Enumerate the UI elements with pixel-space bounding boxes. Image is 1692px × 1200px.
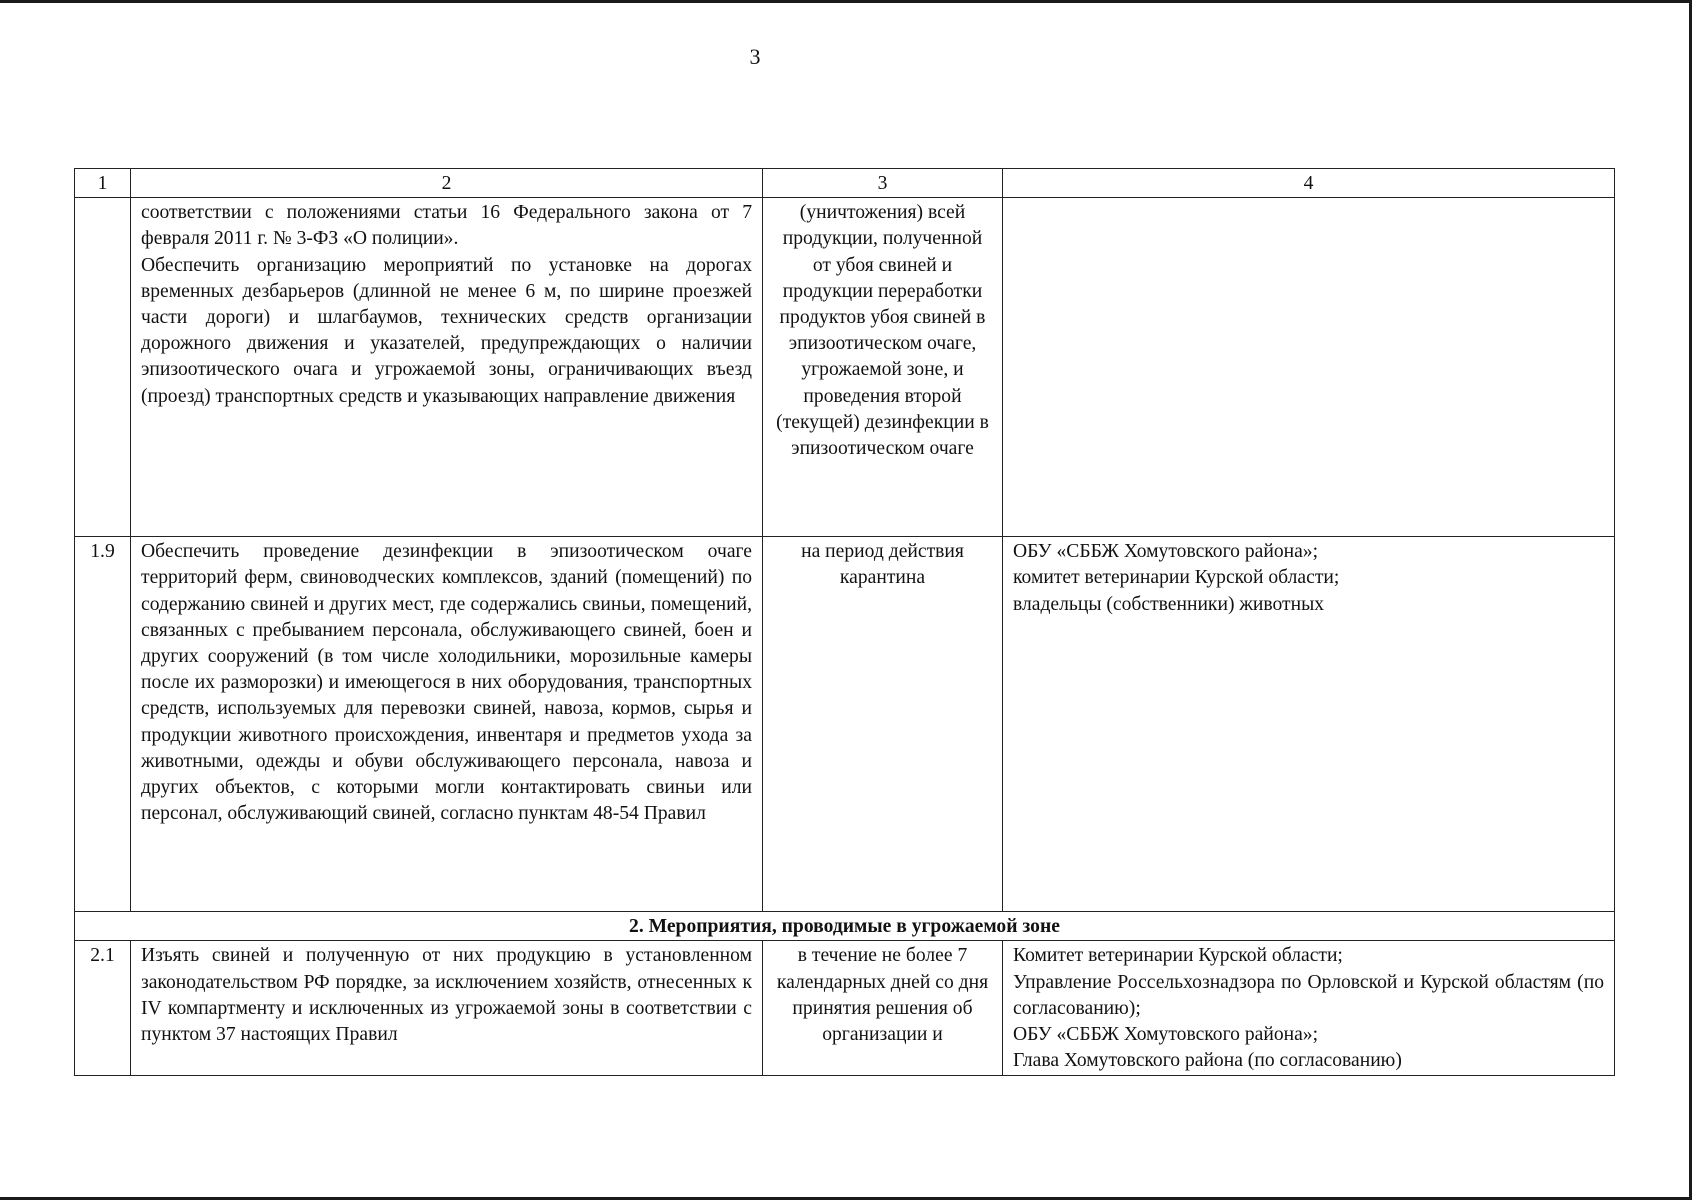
header-cell-2: 2 (131, 169, 763, 198)
header-cell-3: 3 (763, 169, 1003, 198)
executor-line: ОБУ «СББЖ Хомутовского района»; (1013, 541, 1319, 563)
page-number: 3 (749, 44, 761, 69)
executor-line: ОБУ «СББЖ Хомутовского района»; (1013, 1024, 1319, 1046)
executors-cell (1003, 941, 1615, 1076)
row-number (75, 198, 131, 537)
row-number: 1.9 (75, 537, 131, 912)
table-row (75, 537, 1615, 912)
executors-cell (1003, 537, 1615, 912)
measure-cell (131, 537, 763, 912)
table-header-row (75, 169, 1615, 198)
term-cell: в течение не более 7 календарных дней со дня принятия решения об организации и (763, 941, 1003, 1076)
scan-border-top (0, 0, 1692, 3)
executor-line: комитет ветеринарии Курской области; (1013, 567, 1340, 589)
term-cell: на период действия карантина (763, 537, 1003, 912)
executor-line: Глава Хомутовского района (по согласованию) (1013, 1050, 1402, 1072)
measure-cell: Изъять свиней и полученную от них продукцию в установленном законодательством РФ порядке, за исключением хозяйств, отнесенных к IV компартменту и исключенных из угрожаемой зоны в соответствии с пунктом 37 настоящих Правил (131, 941, 763, 1076)
executor-line: владельцы (собственники) животных (1013, 593, 1325, 615)
table-row (75, 198, 1615, 537)
section-row (75, 912, 1615, 941)
measure-paragraph: соответствии с положениями статьи 16 Федерального закона от 7 февраля 2011 г. № 3-ФЗ «О полиции». (141, 202, 752, 250)
measure-cell (131, 198, 763, 537)
row-number: 2.1 (75, 941, 131, 1076)
section-title: 2. Мероприятия, проводимые в угрожаемой зоне (75, 912, 1615, 941)
header-cell-4: 4 (1003, 169, 1615, 198)
executor-line: Управление Россельхознадзора по Орловской и Курской областям (по согласованию); (1013, 971, 1604, 1019)
term-cell: (уничтожения) всей продукции, полученной от убоя свиней и продукции переработки продуктов убоя свиней в эпизоотическом очаге, угрожаемой зоне, и проведения второй (текущей) дезинфекции в эпизоотическом очаге (763, 198, 1003, 537)
table-row (75, 941, 1615, 1076)
executor-line: Комитет ветеринарии Курской области; (1013, 945, 1343, 967)
measure-paragraph: Обеспечить организацию мероприятий по установке на дорогах временных дезбарьеров (длинной не менее 6 м, по ширине проезжей части дороги) и шлагбаумов, технических средств организации дорожного движения и указателей, предупреждающих о наличии эпизоотического очага и угрожаемой зоны, ограничивающих въезд (проезд) транспортных средств и указывающих направление движения (141, 254, 752, 407)
measures-table (74, 168, 1615, 1076)
executors-cell (1003, 198, 1615, 537)
measure-paragraph: Обеспечить проведение дезинфекции в эпизоотическом очаге территорий ферм, свиноводческих комплексов, зданий (помещений) по содержанию свиней и других мест, где содержались свиньи, помещений, связанных с пребыванием персонала, обслуживающего свиней, боен и других сооружений (в том числе холодильники, морозильные камеры после их разморозки) и имеющегося в них оборудования, транспортных средств, используемых для перевозки свиней, навоза, кормов, сырья и продукции животного происхождения, инвентаря и предметов ухода за животными, одежды и обуви обслуживающего персонала, навоза и других объектов, с которыми могли контактировать свиньи или персонал, обслуживающий свиней, согласно пунктам 48-54 Правил (141, 541, 752, 825)
header-cell-1: 1 (75, 169, 131, 198)
